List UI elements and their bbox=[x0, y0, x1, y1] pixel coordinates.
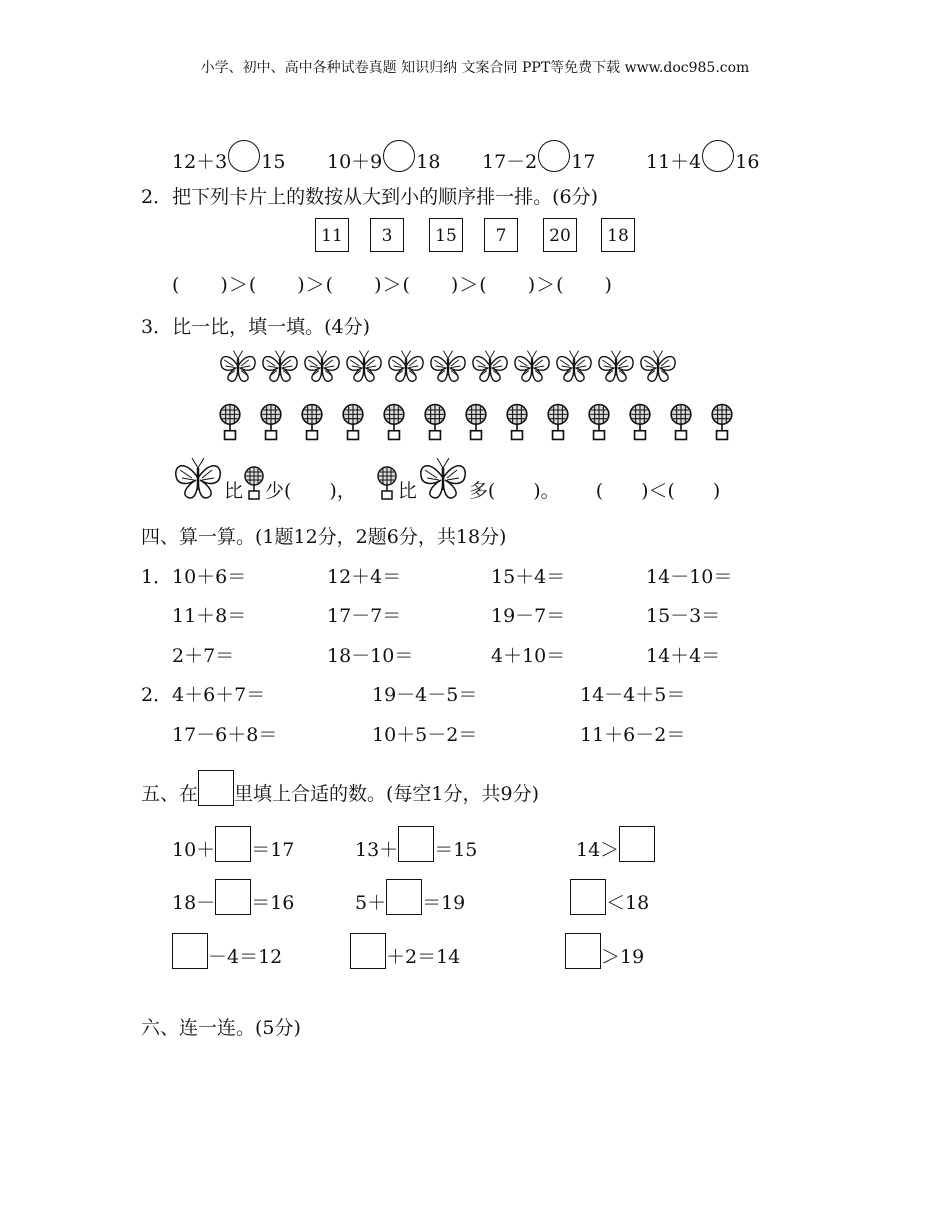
calc-item[interactable]: 4＋10＝ bbox=[491, 645, 566, 667]
answer-box[interactable] bbox=[619, 826, 655, 862]
calc-item[interactable]: 19－4－5＝ bbox=[372, 684, 478, 706]
fill-item: ＋2＝14 bbox=[350, 933, 460, 969]
calc-item[interactable]: 10＋6＝ bbox=[172, 566, 247, 588]
flower-icon bbox=[382, 402, 406, 446]
answer-box[interactable] bbox=[386, 879, 422, 915]
butterfly-icon bbox=[344, 348, 384, 388]
butterfly-icon bbox=[386, 348, 426, 388]
answer-box[interactable] bbox=[565, 933, 601, 969]
answer-circle[interactable] bbox=[538, 140, 570, 172]
number-card: 11 bbox=[315, 218, 349, 252]
flower-icon bbox=[259, 402, 283, 446]
number-card: 15 bbox=[429, 218, 463, 252]
fill-item: 14＞ bbox=[576, 826, 655, 862]
calc-item[interactable]: 12＋4＝ bbox=[327, 566, 402, 588]
butterfly-icon bbox=[172, 456, 224, 505]
calc-item[interactable]: 14－10＝ bbox=[646, 566, 733, 588]
number-card: 20 bbox=[543, 218, 577, 252]
flower-row bbox=[218, 402, 751, 446]
flower-icon bbox=[243, 466, 265, 505]
flower-icon bbox=[376, 466, 398, 505]
fill-item: 10＋ ＝17 bbox=[172, 826, 294, 862]
page-header: 小学、初中、高中各种试卷真题 知识归纳 文案合同 PPT等免费下载 www.doc985.com bbox=[200, 60, 750, 76]
flower-icon bbox=[710, 402, 734, 446]
butterfly-icon bbox=[638, 348, 678, 388]
butterfly-icon bbox=[512, 348, 552, 388]
s4-q2-label: 2． bbox=[141, 684, 173, 706]
compare-item-4: 11＋4 16 bbox=[646, 140, 759, 174]
calc-item[interactable]: 2＋7＝ bbox=[172, 645, 235, 667]
answer-box[interactable] bbox=[172, 933, 208, 969]
butterfly-row bbox=[218, 348, 680, 388]
butterfly-icon bbox=[596, 348, 636, 388]
butterfly-icon bbox=[470, 348, 510, 388]
compare-item-1: 12＋3 15 bbox=[172, 140, 285, 174]
section-6-title: 六、连一连。(5分) bbox=[141, 1017, 301, 1039]
flower-icon bbox=[218, 402, 242, 446]
butterfly-icon bbox=[302, 348, 342, 388]
answer-box[interactable] bbox=[570, 879, 606, 915]
compare-item-3: 17－2 17 bbox=[482, 140, 595, 174]
number-card: 3 bbox=[370, 218, 404, 252]
fill-item: 5＋ ＝19 bbox=[355, 879, 465, 915]
flower-icon bbox=[423, 402, 447, 446]
butterfly-icon bbox=[417, 456, 469, 505]
s4-q1-label: 1． bbox=[141, 566, 173, 588]
flower-icon bbox=[464, 402, 488, 446]
answer-box[interactable] bbox=[215, 826, 251, 862]
section-4-title: 四、算一算。(1题12分，2题6分，共18分) bbox=[141, 526, 507, 548]
answer-box[interactable] bbox=[398, 826, 434, 862]
order-answer-line[interactable]: ( )＞( )＞( )＞( )＞( )＞( ) bbox=[172, 274, 613, 296]
number-card: 18 bbox=[601, 218, 635, 252]
calc-item[interactable]: 11＋6－2＝ bbox=[580, 724, 686, 746]
calc-item[interactable]: 14＋4＝ bbox=[646, 645, 721, 667]
fill-item: 13＋ ＝15 bbox=[355, 826, 477, 862]
flower-icon bbox=[505, 402, 529, 446]
fill-item: ＞19 bbox=[565, 933, 644, 969]
calc-item[interactable]: 10＋5－2＝ bbox=[372, 724, 478, 746]
calc-item[interactable]: 15－3＝ bbox=[646, 605, 721, 627]
fill-item: －4＝12 bbox=[172, 933, 282, 969]
question-3-sentence: 比 少( )， 比 多( )。 ( )＜( ) bbox=[172, 456, 720, 505]
answer-circle[interactable] bbox=[228, 140, 260, 172]
calc-item[interactable]: 14－4＋5＝ bbox=[580, 684, 686, 706]
question-3-title: 3．比一比，填一填。(4分) bbox=[141, 316, 371, 338]
section-5-title: 五、在 里填上合适的数。(每空1分，共9分) bbox=[141, 770, 539, 806]
fill-item: ＜18 bbox=[570, 879, 649, 915]
answer-circle[interactable] bbox=[383, 140, 415, 172]
box-icon bbox=[198, 770, 234, 806]
calc-item[interactable]: 17－7＝ bbox=[327, 605, 402, 627]
butterfly-icon bbox=[554, 348, 594, 388]
calc-item[interactable]: 11＋8＝ bbox=[172, 605, 247, 627]
answer-circle[interactable] bbox=[702, 140, 734, 172]
flower-icon bbox=[341, 402, 365, 446]
flower-icon bbox=[628, 402, 652, 446]
question-2-title: 2．把下列卡片上的数按从大到小的顺序排一排。(6分) bbox=[141, 186, 599, 208]
calc-item[interactable]: 15＋4＝ bbox=[491, 566, 566, 588]
calc-item[interactable]: 4＋6＋7＝ bbox=[172, 684, 266, 706]
number-card: 7 bbox=[484, 218, 518, 252]
flower-icon bbox=[587, 402, 611, 446]
butterfly-icon bbox=[260, 348, 300, 388]
answer-box[interactable] bbox=[215, 879, 251, 915]
flower-icon bbox=[546, 402, 570, 446]
calc-item[interactable]: 19－7＝ bbox=[491, 605, 566, 627]
flower-icon bbox=[669, 402, 693, 446]
flower-icon bbox=[300, 402, 324, 446]
compare-item-2: 10＋9 18 bbox=[327, 140, 440, 174]
butterfly-icon bbox=[428, 348, 468, 388]
calc-item[interactable]: 18－10＝ bbox=[327, 645, 414, 667]
calc-item[interactable]: 17－6＋8＝ bbox=[172, 724, 278, 746]
fill-item: 18－ ＝16 bbox=[172, 879, 294, 915]
answer-box[interactable] bbox=[350, 933, 386, 969]
butterfly-icon bbox=[218, 348, 258, 388]
